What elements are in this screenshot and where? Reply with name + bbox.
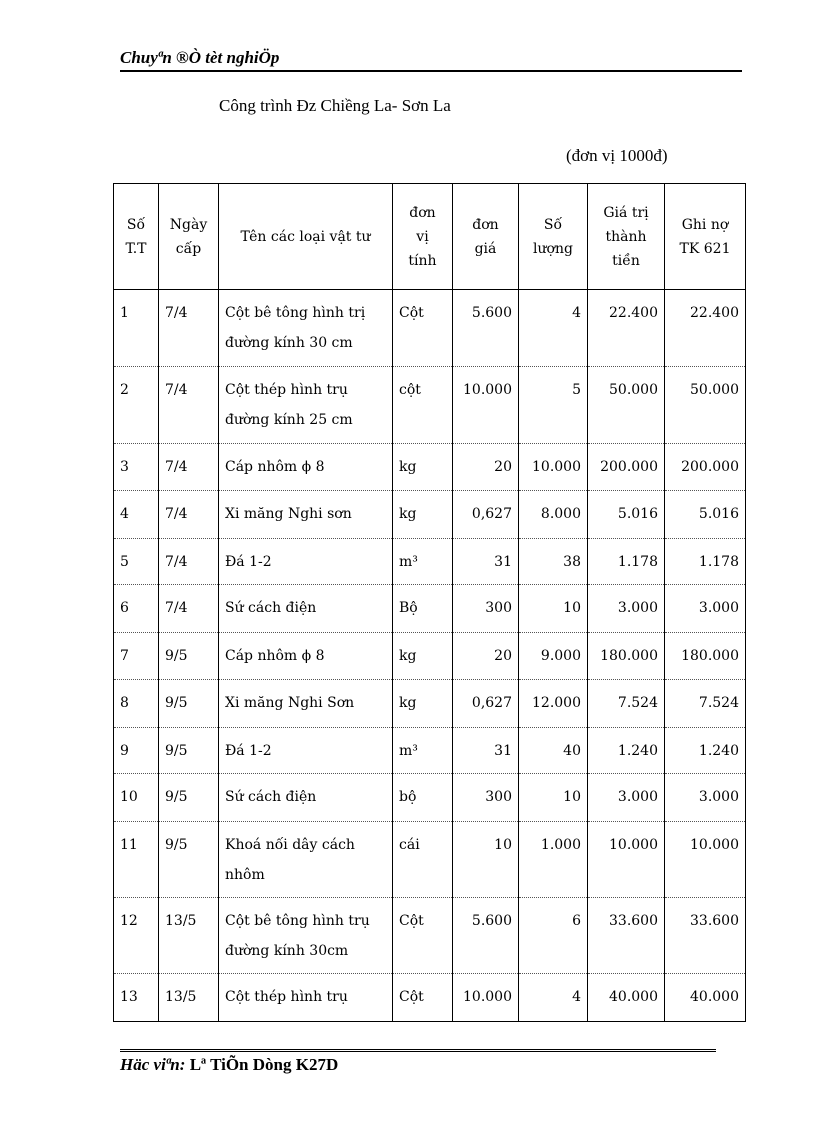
cell-ghi-no: 180.000 [665,633,746,680]
table-row [114,633,746,680]
header-dvt [393,184,453,290]
cell-ten [219,491,393,539]
cell-line: Cột bê tông hình trị [225,305,366,321]
cell-dvt: Cột [393,290,453,367]
cell-ngay: 7/4 [159,367,219,444]
cell-don-gia: 300 [453,774,519,822]
cell-stt: 3 [114,444,159,491]
cell-gia-tri: 10.000 [588,822,665,898]
cell-line: đường kính 25 cm [225,412,353,428]
cell-don-gia: 5.600 [453,898,519,974]
cell-line: Cột thép hình trụ [225,382,348,398]
cell-ngay: 9/5 [159,774,219,822]
table-body [114,290,746,1022]
cell-don-gia: 31 [453,539,519,585]
cell-gia-tri: 3.000 [588,585,665,633]
cell-line: đường kính 30 cm [225,335,353,351]
header-ghi-no [665,184,746,290]
header-gia-tri [588,184,665,290]
cell-ngay: 9/5 [159,633,219,680]
cell-gia-tri: 33.600 [588,898,665,974]
page-footer [120,1055,338,1075]
cell-so-luong: 4 [519,974,588,1022]
cell-stt: 4 [114,491,159,539]
cell-ngay: 7/4 [159,585,219,633]
footer-name: Lª TiÕn Dòng K27D [189,1055,339,1074]
header-line: đơn [472,216,499,233]
table-row [114,491,746,539]
cell-stt: 1 [114,290,159,367]
header-stt [114,184,159,290]
page-header: Chuyªn ®Ò tèt nghiÖp [120,48,742,72]
cell-stt: 8 [114,680,159,728]
footer-label: Häc viªn: [120,1055,186,1074]
header-line: Số [126,216,146,233]
cell-ghi-no: 3.000 [665,585,746,633]
cell-don-gia: 5.600 [453,290,519,367]
cell-don-gia: 20 [453,444,519,491]
cell-line: Cột bê tông hình trụ [225,913,370,929]
cell-so-luong: 12.000 [519,680,588,728]
cell-stt: 10 [114,774,159,822]
cell-so-luong: 6 [519,898,588,974]
cell-line: Đá 1-2 [225,554,272,570]
cell-dvt: cái [393,822,453,898]
cell-ghi-no: 10.000 [665,822,746,898]
header-ngay [159,184,219,290]
header-line: lượng [533,240,573,257]
cell-ten [219,539,393,585]
materials-table [113,183,746,1022]
cell-gia-tri: 40.000 [588,974,665,1022]
cell-ngay: 7/4 [159,491,219,539]
cell-dvt: kg [393,444,453,491]
cell-ten [219,290,393,367]
table-row [114,898,746,974]
header-ten [219,184,393,290]
header-line: tiền [612,252,640,269]
cell-gia-tri: 50.000 [588,367,665,444]
cell-don-gia: 20 [453,633,519,680]
cell-so-luong: 1.000 [519,822,588,898]
cell-stt: 12 [114,898,159,974]
cell-line: Cáp nhôm ϕ 8 [225,459,325,475]
cell-stt: 11 [114,822,159,898]
cell-stt: 7 [114,633,159,680]
cell-don-gia: 10.000 [453,974,519,1022]
cell-stt: 9 [114,728,159,774]
cell-line: Khoá nối dây cách [225,837,355,853]
cell-stt: 2 [114,367,159,444]
header-line: Số [543,216,563,233]
cell-ten [219,728,393,774]
cell-so-luong: 4 [519,290,588,367]
cell-stt: 5 [114,539,159,585]
unit-note: (đơn vị 1000đ) [566,146,668,165]
cell-line: nhôm [225,867,265,883]
cell-don-gia: 10 [453,822,519,898]
header-line: Ngày [169,216,208,233]
cell-gia-tri: 22.400 [588,290,665,367]
header-line: thành [605,228,647,245]
table-row [114,539,746,585]
table-row [114,585,746,633]
cell-so-luong: 9.000 [519,633,588,680]
cell-line: Xi măng Nghi sơn [225,506,352,522]
cell-ghi-no: 5.016 [665,491,746,539]
header-line: tính [408,252,437,269]
cell-ghi-no: 50.000 [665,367,746,444]
table-row [114,444,746,491]
cell-dvt: bộ [393,774,453,822]
cell-dvt: kg [393,680,453,728]
cell-dvt: kg [393,633,453,680]
cell-dvt: m³ [393,539,453,585]
table-row [114,290,746,367]
cell-gia-tri: 200.000 [588,444,665,491]
table-row [114,974,746,1022]
cell-ghi-no: 40.000 [665,974,746,1022]
cell-dvt: Cột [393,974,453,1022]
cell-gia-tri: 1.178 [588,539,665,585]
cell-ngay: 7/4 [159,444,219,491]
cell-ngay: 7/4 [159,539,219,585]
cell-ten [219,633,393,680]
cell-ngay: 9/5 [159,680,219,728]
cell-don-gia: 10.000 [453,367,519,444]
header-line: vị [416,228,429,245]
cell-ten [219,774,393,822]
cell-ten [219,367,393,444]
cell-don-gia: 0,627 [453,491,519,539]
cell-ghi-no: 3.000 [665,774,746,822]
cell-ten [219,585,393,633]
cell-gia-tri: 5.016 [588,491,665,539]
table-row [114,774,746,822]
header-line: cấp [175,240,202,257]
cell-dvt: Bộ [393,585,453,633]
cell-dvt: Cột [393,898,453,974]
cell-ngay: 13/5 [159,974,219,1022]
cell-so-luong: 8.000 [519,491,588,539]
cell-line: Cột thép hình trụ [225,989,348,1005]
cell-gia-tri: 7.524 [588,680,665,728]
header-line: Giá trị [603,204,649,221]
cell-line: Sứ cách điện [225,789,317,805]
cell-line: Cáp nhôm ϕ 8 [225,648,325,664]
table-row [114,367,746,444]
cell-ghi-no: 200.000 [665,444,746,491]
table-row [114,680,746,728]
cell-dvt: kg [393,491,453,539]
cell-line: Sứ cách điện [225,600,317,616]
cell-ngay: 9/5 [159,728,219,774]
cell-so-luong: 10 [519,774,588,822]
header-line: đơn [409,204,436,221]
header-line: Ghi nợ [681,216,729,233]
cell-so-luong: 5 [519,367,588,444]
header-line: TK 621 [679,240,731,257]
cell-gia-tri: 180.000 [588,633,665,680]
header-line: T.T [125,240,147,257]
cell-ghi-no: 22.400 [665,290,746,367]
cell-don-gia: 0,627 [453,680,519,728]
cell-gia-tri: 1.240 [588,728,665,774]
header-so-luong [519,184,588,290]
cell-ten [219,822,393,898]
cell-ghi-no: 33.600 [665,898,746,974]
cell-line: Xi măng Nghi Sơn [225,695,355,711]
cell-ngay: 13/5 [159,898,219,974]
cell-stt: 13 [114,974,159,1022]
document-title: Công trình Đz Chiềng La- Sơn La [219,96,451,115]
cell-ten [219,974,393,1022]
cell-line: Đá 1-2 [225,743,272,759]
cell-don-gia: 31 [453,728,519,774]
cell-ten [219,898,393,974]
cell-so-luong: 40 [519,728,588,774]
cell-ngay: 9/5 [159,822,219,898]
cell-ghi-no: 1.240 [665,728,746,774]
cell-ten [219,680,393,728]
cell-stt: 6 [114,585,159,633]
cell-ten [219,444,393,491]
cell-so-luong: 38 [519,539,588,585]
header-don-gia [453,184,519,290]
footer-divider [120,1049,716,1052]
cell-don-gia: 300 [453,585,519,633]
table-row [114,822,746,898]
cell-line: đường kính 30cm [225,943,349,959]
cell-ghi-no: 7.524 [665,680,746,728]
table-row [114,728,746,774]
header-line: giá [474,240,497,257]
cell-so-luong: 10.000 [519,444,588,491]
cell-ngay: 7/4 [159,290,219,367]
table-header-row [114,184,746,290]
cell-gia-tri: 3.000 [588,774,665,822]
cell-dvt: cột [393,367,453,444]
cell-dvt: m³ [393,728,453,774]
cell-so-luong: 10 [519,585,588,633]
header-line: Tên các loại vật tư [240,228,371,245]
cell-ghi-no: 1.178 [665,539,746,585]
